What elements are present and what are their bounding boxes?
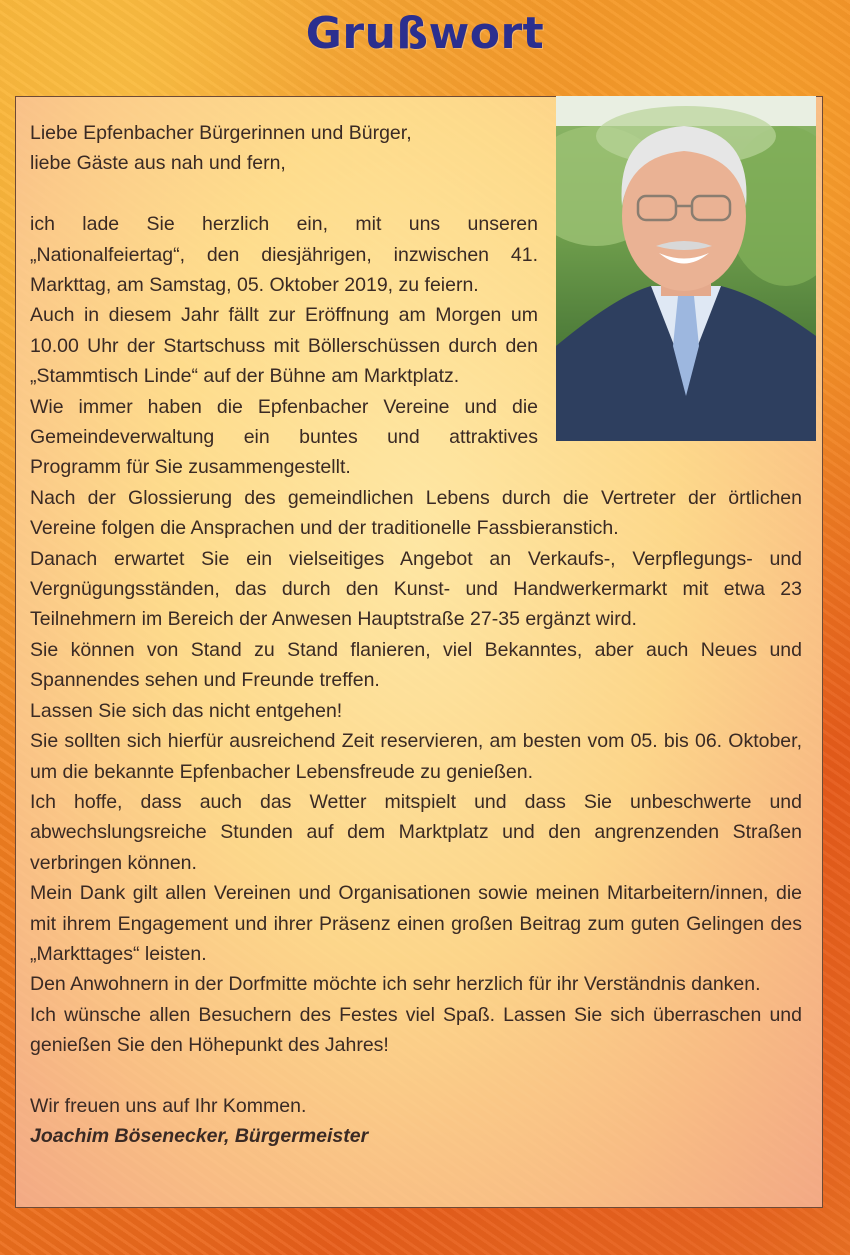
paragraph-gap [30, 179, 538, 209]
paragraph-offer: Danach erwartet Sie ein vielseitiges Angebot an Verkaufs-, Verpflegungs- und Vergnügungsständen, das durch den Kunst- und Handwerkermarkt mit etwa 23 Teilnehmern im Bereich der Anwesen Hauptstraße 27-35 ergänzt wird. [30, 547, 802, 631]
closing-line: Wir freuen uns auf Ihr Kommen. [30, 1094, 307, 1117]
paragraph-reserve-time: Sie sollten sich hierfür ausreichend Zeit reservieren, am besten vom 05. bis 06. Oktober, um die bekannte Epfenbacher Lebensfreude zu genießen. [30, 730, 802, 783]
signature: Joachim Bösenecker, Bürgermeister [30, 1125, 369, 1148]
letter-body [30, 118, 802, 1152]
paragraph-invitation: ich lade Sie herzlich ein, mit uns unseren „Nationalfeiertag“, den diesjährigen, inzwischen 41. Markttag, am Samstag, 05. Oktober 2019, zu feiern. [30, 213, 538, 297]
paragraph-dont-miss: Lassen Sie sich das nicht entgehen! [30, 699, 343, 722]
paragraph-gap [30, 1061, 802, 1091]
page-title: Grußwort [305, 8, 545, 59]
paragraph-thanks: Mein Dank gilt allen Vereinen und Organisationen sowie meinen Mitarbeitern/innen, die mit ihrem Engagement und ihrer Präsenz einen großen Beitrag zum guten Gelingen des „Markttages“ leisten. [30, 882, 802, 965]
salutation-line-2: liebe Gäste aus nah und fern, [30, 152, 286, 175]
paragraph-weather: Ich hoffe, dass auch das Wetter mitspielt und dass Sie unbeschwerte und abwechslungsreiche Stunden auf dem Marktplatz und den angrenzenden Straßen verbringen können. [30, 790, 802, 874]
paragraph-stroll: Sie können von Stand zu Stand flanieren, viel Bekanntes, aber auch Neues und Spannendes sehen und Freunde treffen. [30, 638, 802, 692]
paragraph-program: Wie immer haben die Epfenbacher Vereine und die Gemeindeverwaltung ein buntes und attraktives Programm für Sie zusammengestellt. [30, 395, 538, 479]
paragraph-opening: Auch in diesem Jahr fällt zur Eröffnung am Morgen um 10.00 Uhr der Startschuss mit Böllerschüssen durch den „Stammtisch Linde“ auf der Bühne am Marktplatz. [30, 304, 538, 388]
paragraph-wishes: Ich wünsche allen Besuchern des Festes viel Spaß. Lassen Sie sich überraschen und genießen Sie den Höhepunkt des Jahres! [30, 1003, 802, 1057]
intro-column [30, 118, 538, 483]
salutation-line-1: Liebe Epfenbacher Bürgerinnen und Bürger, [30, 122, 412, 144]
paragraph-glossing: Nach der Glossierung des gemeindlichen Lebens durch die Vertreter der örtlichen Vereine folgen die Ansprachen und der traditionelle Fassbieranstich. [30, 486, 802, 540]
paragraph-residents: Den Anwohnern in der Dorfmitte möchte ich sehr herzlich für ihr Verständnis danken. [30, 973, 761, 996]
